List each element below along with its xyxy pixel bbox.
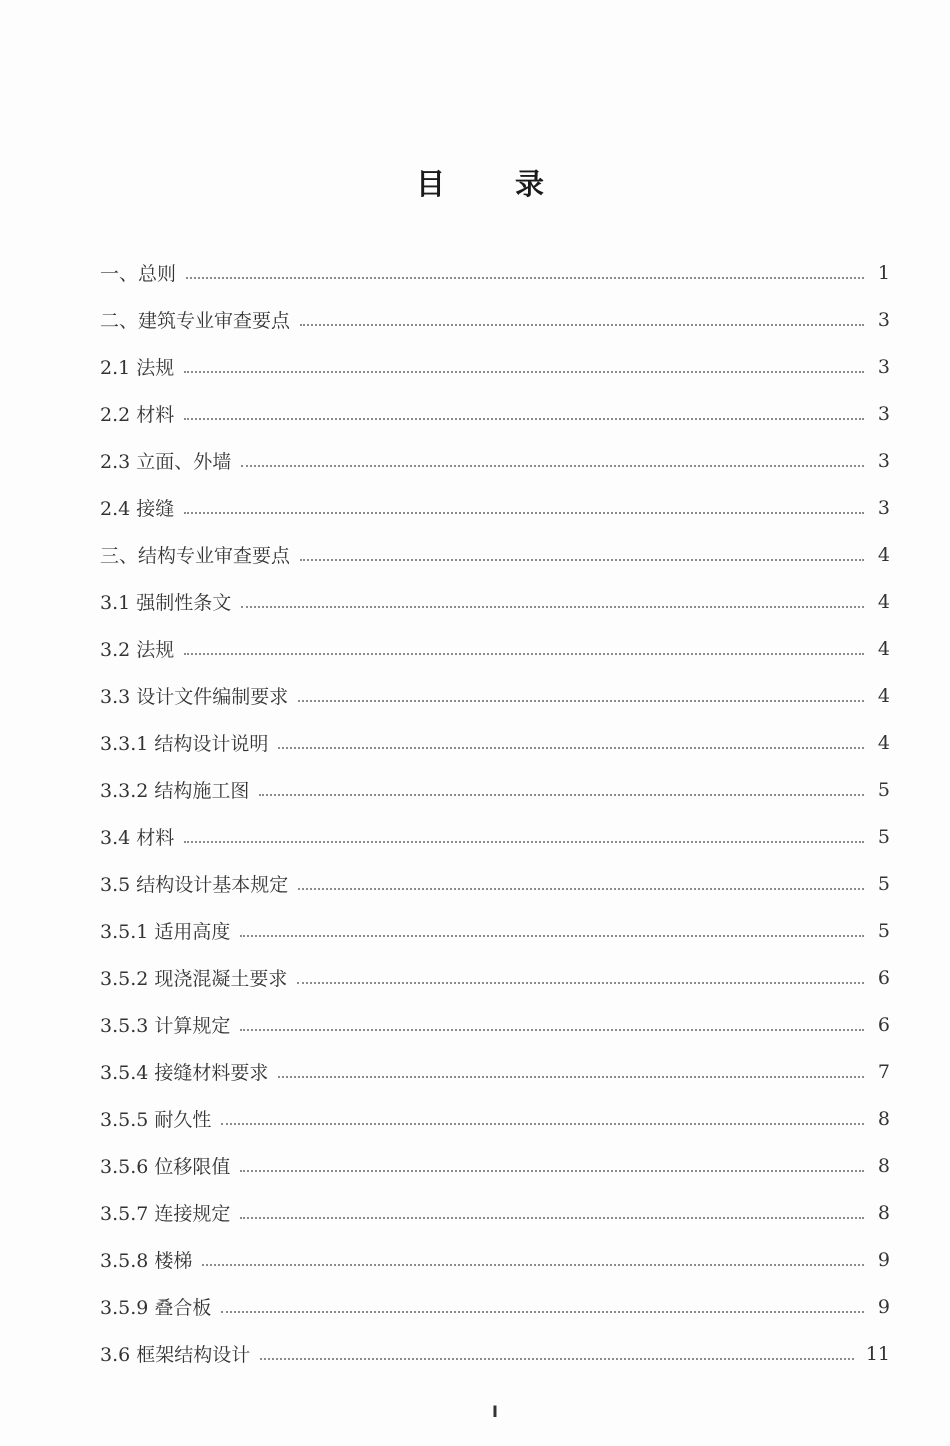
toc-entry-label: 3.5.9 叠合板 [100,1297,212,1319]
toc-dot-leader [221,1123,864,1125]
toc-entry-label: 三、结构专业审查要点 [100,545,291,567]
toc-entry-page: 11 [865,1342,890,1365]
toc-dot-leader [297,982,864,984]
toc-entry[interactable] [100,390,890,437]
toc-entry[interactable] [100,954,890,1001]
toc-entry-page: 8 [877,1154,890,1177]
toc-entry[interactable] [100,343,890,390]
toc-entry-page: 1 [877,261,890,284]
toc-dot-leader [184,512,864,514]
toc-entry-label: 3.5 结构设计基本规定 [100,874,289,896]
toc-entry-page: 7 [877,1060,890,1083]
toc-dot-leader [241,465,864,467]
toc-entry-page: 3 [877,449,890,472]
toc-dot-leader [184,653,864,655]
toc-dot-leader [221,1311,864,1313]
toc-entry[interactable] [100,1236,890,1283]
toc-entry-label: 2.4 接缝 [100,498,175,520]
table-of-contents [100,249,890,1377]
toc-dot-leader [241,606,864,608]
toc-entry-label: 3.5.1 适用高度 [100,921,231,943]
toc-entry-page: 4 [877,731,890,754]
toc-entry-page: 5 [877,919,890,942]
toc-dot-leader [259,794,864,796]
toc-dot-leader [278,1076,864,1078]
toc-dot-leader [300,324,864,326]
toc-entry-label: 3.2 法规 [100,639,175,661]
toc-entry[interactable] [100,296,890,343]
toc-entry-page: 5 [877,825,890,848]
toc-dot-leader [186,277,864,279]
toc-entry-page: 6 [877,966,890,989]
toc-entry[interactable] [100,1283,890,1330]
toc-entry-label: 3.5.2 现浇混凝土要求 [100,968,288,990]
toc-entry-label: 3.1 强制性条文 [100,592,232,614]
toc-entry[interactable] [100,1095,890,1142]
page-number: I [492,1402,498,1421]
toc-entry-label: 3.5.4 接缝材料要求 [100,1062,269,1084]
toc-entry-label: 3.6 框架结构设计 [100,1344,251,1366]
toc-entry-label: 3.3.2 结构施工图 [100,780,250,802]
toc-entry-label: 3.5.8 楼梯 [100,1250,193,1272]
toc-entry[interactable] [100,766,890,813]
toc-entry[interactable] [100,1048,890,1095]
toc-dot-leader [240,1217,864,1219]
toc-dot-leader [240,1170,864,1172]
toc-entry-page: 3 [877,496,890,519]
toc-entry-label: 3.4 材料 [100,827,175,849]
page-title: 目 录 [415,167,575,201]
toc-entry-page: 6 [877,1013,890,1036]
toc-entry[interactable] [100,1001,890,1048]
toc-entry-page: 3 [877,402,890,425]
toc-entry-page: 4 [877,684,890,707]
toc-dot-leader [278,747,864,749]
toc-dot-leader [184,371,864,373]
toc-entry[interactable] [100,249,890,296]
toc-entry-label: 一、总则 [100,263,177,285]
toc-entry-page: 4 [877,590,890,613]
toc-dot-leader [240,935,864,937]
toc-entry-label: 3.3.1 结构设计说明 [100,733,269,755]
toc-entry-label: 3.5.3 计算规定 [100,1015,231,1037]
toc-entry[interactable] [100,531,890,578]
toc-entry[interactable] [100,625,890,672]
toc-entry[interactable] [100,1189,890,1236]
toc-entry-label: 二、建筑专业审查要点 [100,310,291,332]
toc-entry[interactable] [100,813,890,860]
toc-entry[interactable] [100,578,890,625]
toc-entry-label: 2.3 立面、外墙 [100,451,232,473]
toc-dot-leader [260,1358,854,1360]
toc-entry-page: 5 [877,778,890,801]
toc-entry-page: 4 [877,543,890,566]
toc-entry[interactable] [100,437,890,484]
toc-entry[interactable] [100,719,890,766]
toc-entry-page: 9 [877,1295,890,1318]
toc-entry-page: 3 [877,308,890,331]
toc-entry-page: 9 [877,1248,890,1271]
toc-dot-leader [184,418,864,420]
toc-dot-leader [300,559,864,561]
toc-entry-label: 3.5.6 位移限值 [100,1156,231,1178]
toc-dot-leader [298,700,864,702]
toc-entry-label: 3.3 设计文件编制要求 [100,686,289,708]
toc-dot-leader [240,1029,864,1031]
toc-dot-leader [202,1264,864,1266]
toc-entry[interactable] [100,860,890,907]
toc-entry[interactable] [100,672,890,719]
toc-dot-leader [298,888,864,890]
toc-entry-label: 3.5.7 连接规定 [100,1203,231,1225]
toc-entry-page: 8 [877,1107,890,1130]
toc-entry-label: 3.5.5 耐久性 [100,1109,212,1131]
toc-entry[interactable] [100,907,890,954]
toc-entry-page: 8 [877,1201,890,1224]
toc-entry[interactable] [100,1330,890,1377]
toc-entry-page: 5 [877,872,890,895]
toc-entry-label: 2.2 材料 [100,404,175,426]
toc-entry[interactable] [100,484,890,531]
toc-entry-label: 2.1 法规 [100,357,175,379]
toc-entry-page: 4 [877,637,890,660]
toc-entry[interactable] [100,1142,890,1189]
toc-dot-leader [184,841,864,843]
toc-entry-page: 3 [877,355,890,378]
